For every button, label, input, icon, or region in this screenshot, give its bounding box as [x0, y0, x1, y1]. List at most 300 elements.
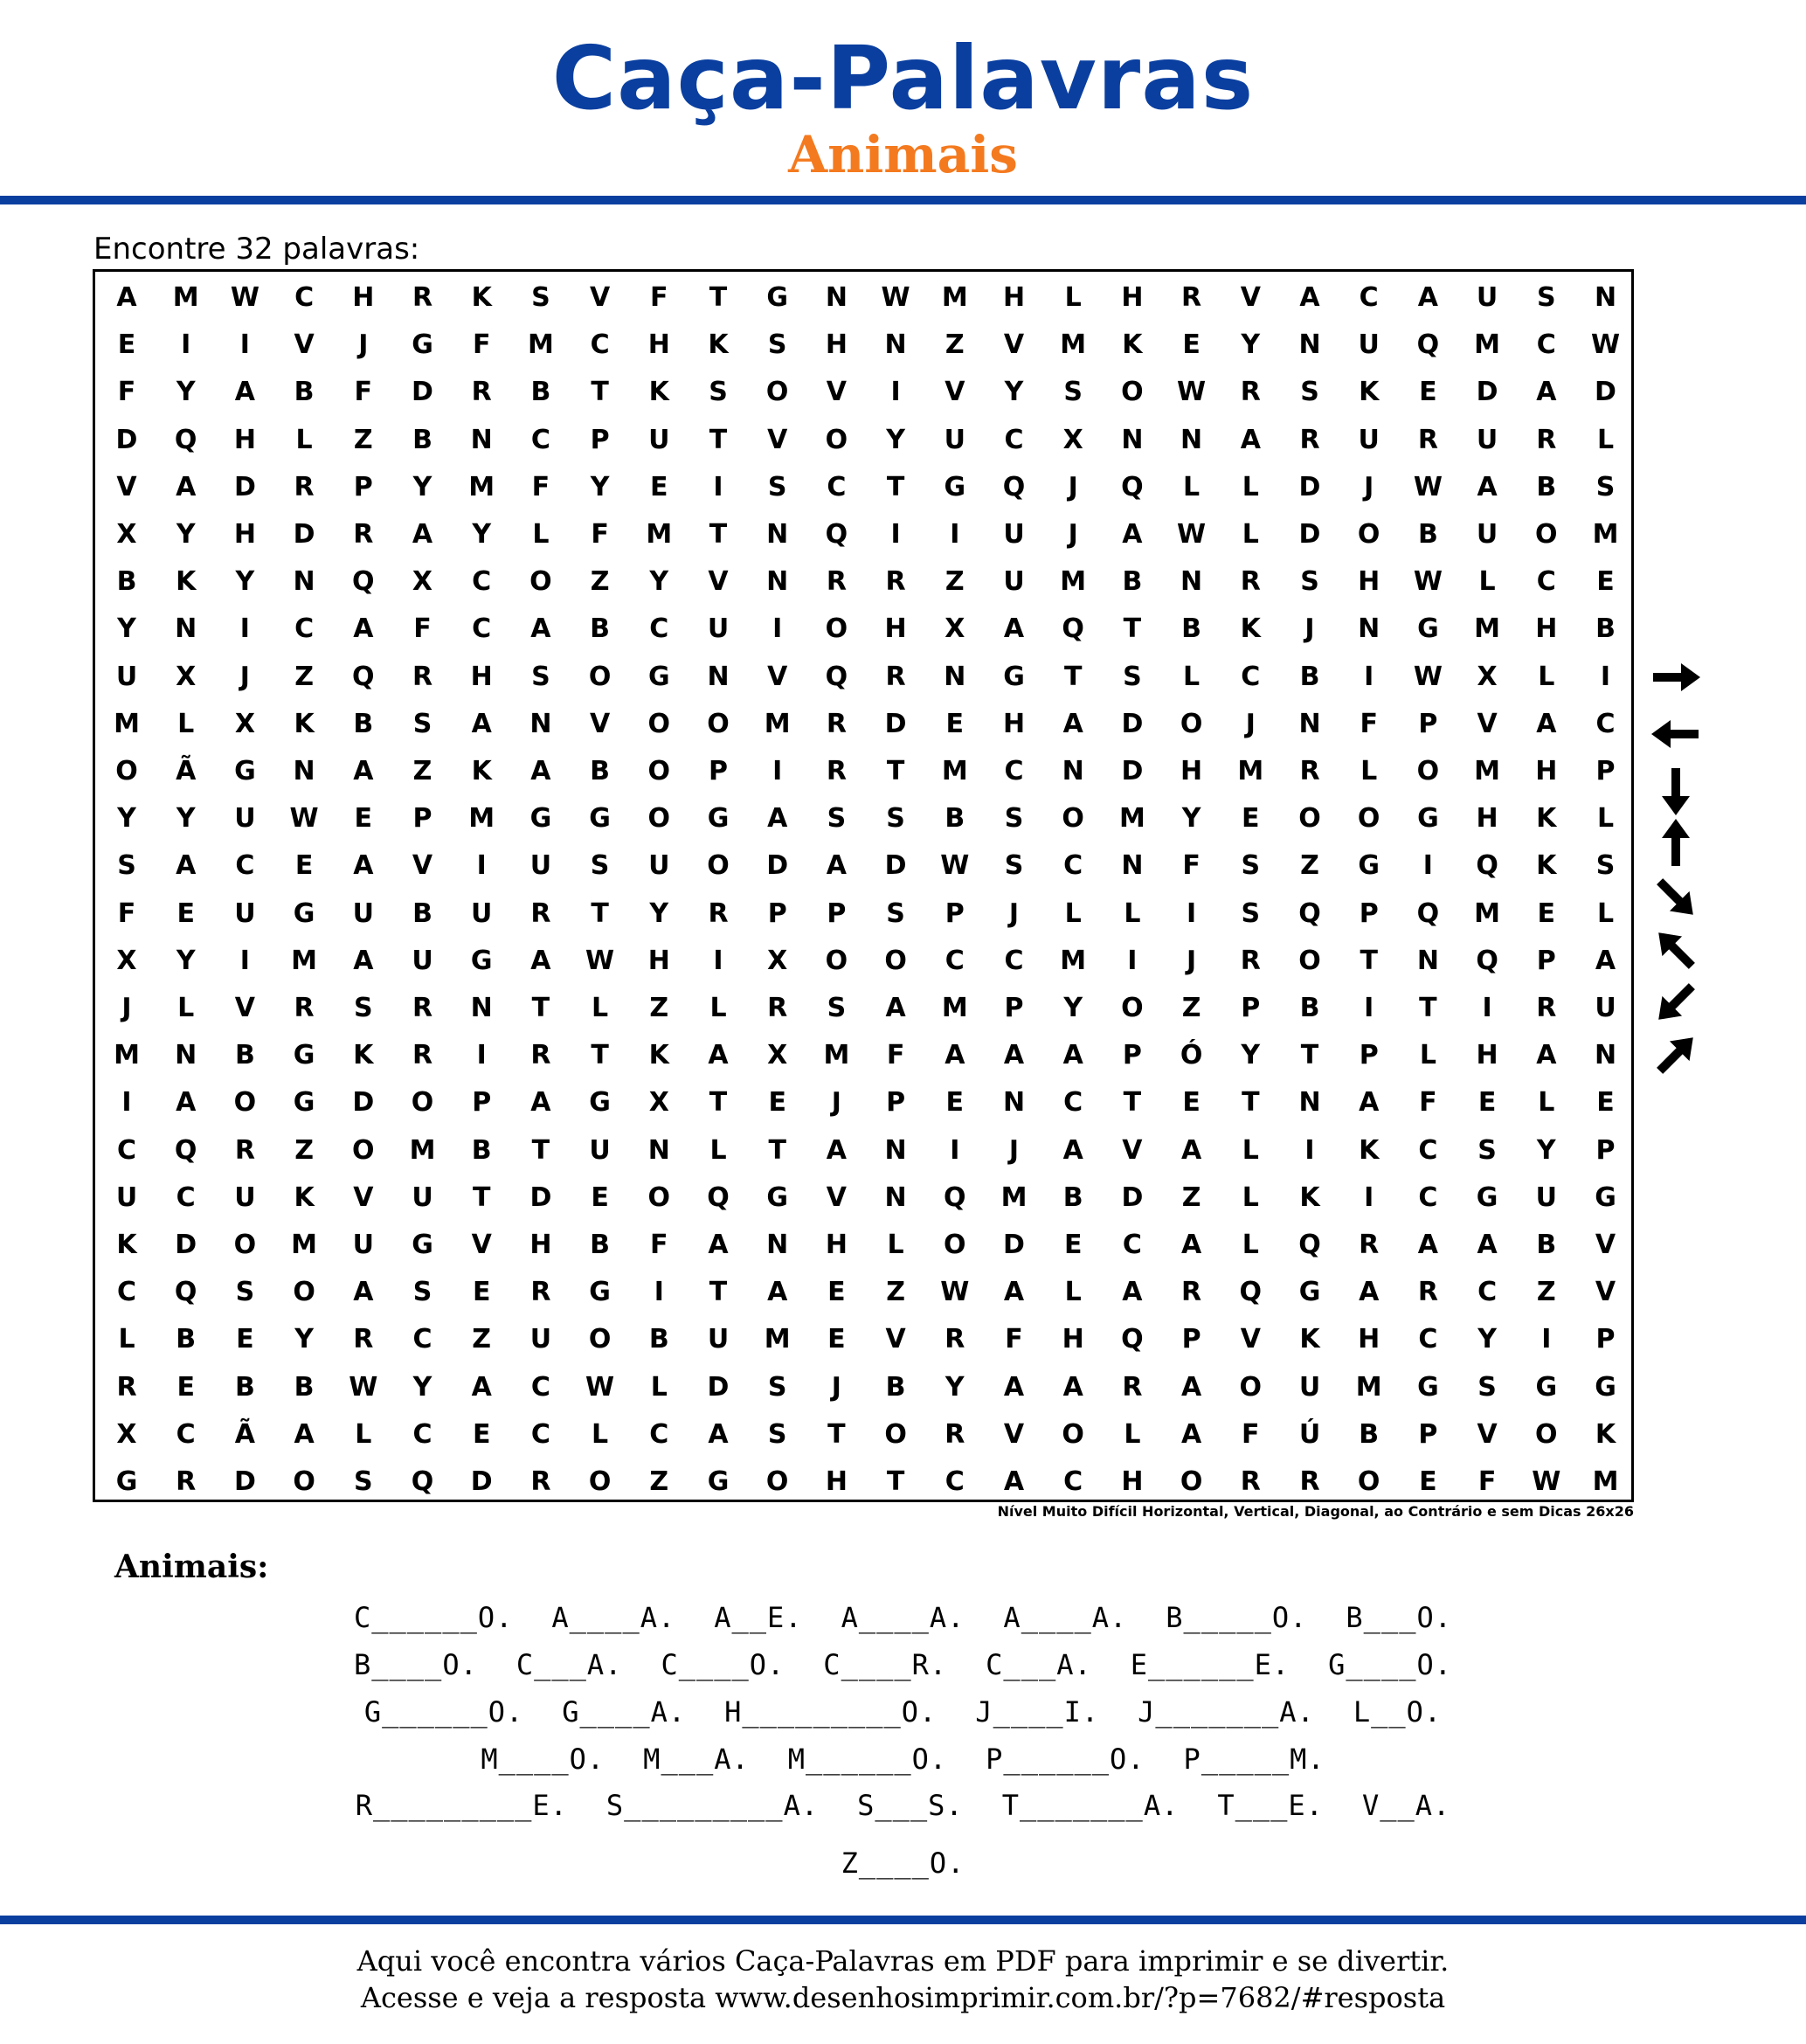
grid-cell[interactable]: L — [1183, 661, 1201, 692]
grid-cell[interactable]: D — [1595, 377, 1616, 408]
grid-cell[interactable]: L — [1064, 897, 1082, 929]
grid-cell[interactable]: C — [1595, 708, 1616, 739]
grid-cell[interactable]: I — [1127, 945, 1138, 976]
grid-cell[interactable]: C — [1004, 424, 1024, 455]
grid-cell[interactable]: B — [1299, 661, 1320, 692]
grid-cell[interactable]: E — [827, 1324, 846, 1355]
grid-cell[interactable]: S — [767, 1418, 787, 1450]
grid-cell[interactable]: V — [1240, 1324, 1261, 1355]
grid-cell[interactable]: C — [1359, 282, 1379, 313]
grid-cell[interactable]: A — [530, 1087, 551, 1119]
grid-cell[interactable]: L — [709, 1134, 727, 1166]
grid-cell[interactable]: Y — [649, 897, 669, 929]
grid-cell[interactable]: Q — [1476, 850, 1498, 882]
grid-cell[interactable]: G — [589, 1087, 611, 1119]
grid-cell[interactable]: M — [1592, 1466, 1619, 1497]
grid-cell[interactable]: R — [1240, 945, 1261, 976]
grid-cell[interactable]: Q — [1002, 471, 1026, 502]
grid-cell[interactable]: Z — [1181, 1181, 1201, 1213]
grid-cell[interactable]: C — [412, 1418, 432, 1450]
grid-cell[interactable]: O — [1062, 1418, 1084, 1450]
grid-cell[interactable]: M — [1060, 329, 1087, 361]
grid-cell[interactable]: T — [591, 377, 609, 408]
grid-cell[interactable]: R — [1359, 1230, 1380, 1260]
grid-cell[interactable]: D — [233, 471, 256, 502]
grid-cell[interactable]: G — [707, 1466, 730, 1497]
grid-cell[interactable]: E — [1242, 803, 1260, 835]
grid-cell[interactable]: T — [886, 756, 905, 786]
grid-cell[interactable]: N — [884, 1181, 907, 1213]
grid-cell[interactable]: A — [1122, 1277, 1143, 1308]
grid-cell[interactable]: B — [1536, 1230, 1557, 1260]
grid-cell[interactable]: H — [470, 661, 493, 692]
grid-cell[interactable]: R — [1122, 1371, 1143, 1403]
grid-cell[interactable]: C — [472, 566, 492, 598]
grid-cell[interactable]: O — [944, 1230, 966, 1260]
grid-cell[interactable]: N — [766, 1230, 789, 1260]
grid-cell[interactable]: T — [886, 471, 905, 502]
grid-cell[interactable]: O — [825, 945, 848, 976]
grid-cell[interactable]: L — [1242, 471, 1259, 502]
grid-cell[interactable]: X — [767, 1040, 788, 1071]
grid-cell[interactable]: C — [649, 613, 669, 645]
grid-cell[interactable]: B — [530, 377, 551, 408]
grid-cell[interactable]: O — [647, 756, 671, 786]
grid-cell[interactable]: R — [1181, 1277, 1202, 1308]
grid-cell[interactable]: K — [471, 282, 492, 313]
grid-cell[interactable]: C — [1122, 1230, 1142, 1260]
grid-cell[interactable]: B — [590, 613, 611, 645]
grid-cell[interactable]: O — [588, 1324, 612, 1355]
grid-cell[interactable]: G — [1535, 1371, 1558, 1403]
grid-cell[interactable]: E — [176, 897, 195, 929]
grid-cell[interactable]: P — [886, 1087, 906, 1119]
grid-cell[interactable]: F — [591, 519, 609, 550]
grid-cell[interactable]: U — [589, 1134, 611, 1166]
grid-cell[interactable]: F — [1419, 1087, 1437, 1119]
word-search-grid[interactable] — [93, 269, 1634, 1502]
grid-cell[interactable]: M — [764, 708, 791, 739]
grid-cell[interactable]: F — [1182, 850, 1201, 882]
grid-cell[interactable]: H — [1180, 756, 1203, 786]
grid-cell[interactable]: T — [709, 424, 728, 455]
grid-cell[interactable]: O — [825, 613, 848, 645]
grid-cell[interactable]: X — [648, 1087, 669, 1119]
grid-cell[interactable]: H — [825, 329, 848, 361]
grid-cell[interactable]: R — [1536, 424, 1557, 455]
grid-cell[interactable]: V — [767, 661, 788, 692]
grid-cell[interactable]: W — [585, 1371, 615, 1403]
grid-cell[interactable]: L — [1419, 1040, 1436, 1071]
grid-cell[interactable]: K — [1359, 1134, 1380, 1166]
grid-cell[interactable]: O — [647, 803, 671, 835]
grid-cell[interactable]: O — [115, 756, 138, 786]
grid-cell[interactable]: I — [239, 613, 250, 645]
grid-cell[interactable]: A — [1122, 519, 1143, 550]
grid-cell[interactable]: A — [1180, 1134, 1202, 1166]
grid-cell[interactable]: P — [353, 471, 373, 502]
grid-cell[interactable]: C — [530, 424, 550, 455]
grid-cell[interactable]: C — [1063, 1087, 1083, 1119]
grid-cell[interactable]: C — [590, 329, 610, 361]
grid-cell[interactable]: A — [945, 1040, 965, 1071]
grid-cell[interactable]: F — [650, 1230, 668, 1260]
grid-cell[interactable]: V — [412, 850, 433, 882]
grid-cell[interactable]: D — [293, 519, 315, 550]
grid-cell[interactable]: I — [1187, 897, 1197, 929]
grid-cell[interactable]: C — [176, 1181, 196, 1213]
grid-cell[interactable]: I — [181, 329, 191, 361]
grid-cell[interactable]: A — [1359, 1277, 1380, 1308]
grid-cell[interactable]: O — [707, 708, 730, 739]
grid-cell[interactable]: H — [233, 424, 256, 455]
grid-cell[interactable]: Z — [649, 993, 669, 1023]
grid-cell[interactable]: E — [827, 1277, 846, 1308]
grid-cell[interactable]: P — [709, 756, 728, 786]
grid-cell[interactable]: F — [117, 377, 136, 408]
grid-cell[interactable]: D — [529, 1181, 552, 1213]
grid-cell[interactable]: C — [945, 945, 965, 976]
grid-cell[interactable]: Y — [1004, 377, 1024, 408]
grid-cell[interactable]: S — [531, 661, 550, 692]
grid-cell[interactable]: B — [412, 424, 432, 455]
grid-cell[interactable]: G — [293, 1087, 315, 1119]
grid-cell[interactable]: Q — [1476, 945, 1498, 976]
grid-cell[interactable]: B — [885, 1371, 906, 1403]
grid-cell[interactable]: B — [116, 566, 137, 598]
grid-cell[interactable]: L — [1124, 1418, 1141, 1450]
grid-cell[interactable]: A — [1180, 1418, 1202, 1450]
grid-cell[interactable]: D — [470, 1466, 493, 1497]
grid-cell[interactable]: L — [177, 708, 195, 739]
grid-cell[interactable]: Q — [1298, 897, 1321, 929]
grid-cell[interactable]: M — [527, 329, 554, 361]
grid-cell[interactable]: U — [707, 613, 730, 645]
grid-cell[interactable]: T — [1360, 945, 1378, 976]
grid-cell[interactable]: S — [235, 1277, 255, 1308]
grid-cell[interactable]: S — [1300, 377, 1319, 408]
grid-cell[interactable]: B — [648, 1324, 669, 1355]
grid-cell[interactable]: E — [1537, 897, 1556, 929]
grid-cell[interactable]: T — [591, 897, 609, 929]
grid-cell[interactable]: I — [121, 1087, 132, 1119]
grid-cell[interactable]: S — [767, 329, 787, 361]
grid-cell[interactable]: B — [1595, 613, 1616, 645]
grid-cell[interactable]: U — [1358, 329, 1380, 361]
grid-cell[interactable]: A — [826, 1134, 847, 1166]
grid-cell[interactable]: W — [1413, 471, 1443, 502]
grid-cell[interactable]: J — [831, 1087, 841, 1119]
grid-cell[interactable]: P — [1359, 897, 1379, 929]
grid-cell[interactable]: I — [713, 471, 723, 502]
grid-cell[interactable]: D — [1121, 1181, 1144, 1213]
grid-cell[interactable]: C — [294, 282, 315, 313]
grid-cell[interactable]: M — [764, 1324, 791, 1355]
grid-cell[interactable]: A — [1536, 1040, 1557, 1071]
grid-cell[interactable]: A — [294, 1418, 315, 1450]
grid-cell[interactable]: I — [1364, 661, 1374, 692]
grid-cell[interactable]: C — [945, 1466, 965, 1497]
grid-cell[interactable]: D — [766, 850, 789, 882]
grid-cell[interactable]: A — [767, 1277, 788, 1308]
grid-cell[interactable]: R — [826, 566, 847, 598]
grid-cell[interactable]: K — [1122, 329, 1143, 361]
grid-cell[interactable]: C — [294, 613, 315, 645]
grid-cell[interactable]: U — [115, 1181, 138, 1213]
grid-cell[interactable]: W — [289, 803, 319, 835]
grid-cell[interactable]: C — [1004, 756, 1024, 786]
grid-cell[interactable]: Y — [235, 566, 255, 598]
grid-cell[interactable]: Z — [590, 566, 610, 598]
grid-cell[interactable]: O — [293, 1277, 315, 1308]
grid-cell[interactable]: G — [293, 897, 315, 929]
grid-cell[interactable]: C — [1004, 945, 1024, 976]
grid-cell[interactable]: S — [412, 708, 432, 739]
grid-cell[interactable]: O — [529, 566, 552, 598]
grid-cell[interactable]: Z — [1536, 1277, 1556, 1308]
grid-cell[interactable]: E — [176, 1371, 195, 1403]
grid-cell[interactable]: Q — [825, 661, 848, 692]
grid-cell[interactable]: O — [1298, 803, 1321, 835]
grid-cell[interactable]: A — [708, 1230, 729, 1260]
grid-cell[interactable]: K — [1595, 1418, 1616, 1450]
grid-cell[interactable]: R — [412, 282, 433, 313]
grid-cell[interactable]: A — [1062, 1040, 1083, 1071]
grid-cell[interactable]: Z — [886, 1277, 905, 1308]
grid-cell[interactable]: B — [1122, 566, 1143, 598]
grid-cell[interactable]: M — [941, 756, 968, 786]
grid-cell[interactable]: L — [592, 1418, 609, 1450]
grid-cell[interactable]: A — [530, 945, 551, 976]
grid-cell[interactable]: Y — [176, 519, 196, 550]
grid-cell[interactable]: C — [1418, 1181, 1438, 1213]
grid-cell[interactable]: I — [950, 1134, 960, 1166]
grid-cell[interactable]: Z — [472, 1324, 492, 1355]
grid-cell[interactable]: G — [707, 803, 730, 835]
grid-cell[interactable]: K — [471, 756, 492, 786]
grid-cell[interactable]: H — [647, 329, 670, 361]
grid-cell[interactable]: H — [1535, 756, 1558, 786]
grid-cell[interactable]: J — [1068, 519, 1078, 550]
grid-cell[interactable]: A — [1477, 471, 1498, 502]
grid-cell[interactable]: R — [412, 993, 433, 1023]
grid-cell[interactable]: A — [353, 1277, 374, 1308]
grid-cell[interactable]: A — [1003, 1466, 1025, 1497]
grid-cell[interactable]: L — [709, 993, 727, 1023]
grid-cell[interactable]: H — [1358, 1324, 1380, 1355]
grid-cell[interactable]: M — [468, 803, 495, 835]
grid-cell[interactable]: M — [291, 945, 318, 976]
grid-cell[interactable]: N — [293, 756, 315, 786]
grid-cell[interactable]: A — [353, 613, 374, 645]
grid-cell[interactable]: S — [1477, 1371, 1497, 1403]
grid-cell[interactable]: M — [646, 519, 673, 550]
grid-cell[interactable]: J — [831, 1371, 841, 1403]
grid-cell[interactable]: D — [1121, 708, 1144, 739]
grid-cell[interactable]: S — [1300, 566, 1319, 598]
grid-cell[interactable]: A — [176, 850, 197, 882]
grid-cell[interactable]: G — [234, 756, 256, 786]
grid-cell[interactable]: X — [116, 1418, 137, 1450]
grid-cell[interactable]: A — [471, 1371, 492, 1403]
grid-cell[interactable]: K — [708, 329, 729, 361]
grid-cell[interactable]: R — [945, 1418, 965, 1450]
grid-cell[interactable]: S — [886, 803, 905, 835]
grid-cell[interactable]: B — [234, 1040, 255, 1071]
grid-cell[interactable]: A — [176, 471, 197, 502]
grid-cell[interactable]: H — [352, 282, 375, 313]
grid-cell[interactable]: R — [116, 1371, 137, 1403]
grid-cell[interactable]: C — [649, 1418, 669, 1450]
grid-cell[interactable]: Y — [1241, 329, 1261, 361]
grid-cell[interactable]: Z — [945, 566, 965, 598]
grid-cell[interactable]: S — [353, 1466, 373, 1497]
grid-cell[interactable]: W — [1177, 519, 1207, 550]
grid-cell[interactable]: W — [1532, 1466, 1561, 1497]
grid-cell[interactable]: C — [176, 1418, 196, 1450]
grid-cell[interactable]: O — [1416, 756, 1440, 786]
grid-cell[interactable]: Y — [945, 1371, 965, 1403]
grid-cell[interactable]: A — [1062, 1371, 1083, 1403]
grid-cell[interactable]: F — [354, 377, 373, 408]
grid-cell[interactable]: E — [1419, 377, 1437, 408]
grid-cell[interactable]: R — [1299, 424, 1320, 455]
grid-cell[interactable]: L — [355, 1418, 372, 1450]
grid-cell[interactable]: T — [709, 1277, 728, 1308]
grid-cell[interactable]: V — [1003, 1418, 1025, 1450]
grid-cell[interactable]: A — [1477, 1230, 1498, 1260]
grid-cell[interactable]: J — [1008, 897, 1020, 929]
grid-cell[interactable]: A — [116, 282, 137, 313]
grid-cell[interactable]: K — [353, 1040, 374, 1071]
grid-cell[interactable]: E — [945, 1087, 965, 1119]
grid-cell[interactable]: U — [115, 661, 138, 692]
grid-cell[interactable]: R — [1240, 377, 1261, 408]
grid-cell[interactable]: Q — [707, 1181, 730, 1213]
grid-cell[interactable]: S — [1595, 471, 1616, 502]
grid-cell[interactable]: I — [239, 329, 250, 361]
grid-cell[interactable]: U — [1476, 424, 1498, 455]
grid-cell[interactable]: I — [476, 1040, 487, 1071]
grid-cell[interactable]: A — [1417, 282, 1438, 313]
grid-cell[interactable]: Y — [1063, 993, 1083, 1023]
grid-cell[interactable]: S — [886, 897, 905, 929]
grid-cell[interactable]: V — [234, 993, 255, 1023]
grid-cell[interactable]: H — [825, 1230, 848, 1260]
grid-cell[interactable]: O — [293, 1466, 315, 1497]
grid-cell[interactable]: G — [944, 471, 966, 502]
grid-cell[interactable]: A — [1240, 424, 1261, 455]
grid-cell[interactable]: L — [1064, 282, 1082, 313]
grid-cell[interactable]: M — [1118, 803, 1145, 835]
grid-cell[interactable]: O — [1180, 1466, 1203, 1497]
grid-cell[interactable]: R — [885, 566, 906, 598]
grid-cell[interactable]: I — [1364, 993, 1374, 1023]
grid-cell[interactable]: R — [1417, 424, 1438, 455]
grid-cell[interactable]: T — [1300, 1040, 1319, 1071]
grid-cell[interactable]: N — [1121, 424, 1144, 455]
grid-cell[interactable]: C — [1536, 329, 1556, 361]
grid-cell[interactable]: K — [1299, 1181, 1320, 1213]
grid-cell[interactable]: T — [531, 993, 550, 1023]
grid-cell[interactable]: N — [884, 329, 907, 361]
grid-cell[interactable]: N — [1594, 1040, 1617, 1071]
grid-cell[interactable]: B — [294, 1371, 315, 1403]
grid-cell[interactable]: T — [886, 1466, 905, 1497]
grid-cell[interactable]: E — [236, 1324, 254, 1355]
grid-cell[interactable]: L — [1538, 661, 1555, 692]
grid-cell[interactable]: H — [1062, 1324, 1084, 1355]
grid-cell[interactable]: Z — [649, 1466, 669, 1497]
grid-cell[interactable]: V — [826, 1181, 847, 1213]
grid-cell[interactable]: C — [472, 613, 492, 645]
grid-cell[interactable]: E — [472, 1418, 491, 1450]
grid-cell[interactable]: R — [471, 377, 492, 408]
grid-cell[interactable]: Q — [1121, 1324, 1144, 1355]
grid-cell[interactable]: M — [1592, 519, 1619, 550]
grid-cell[interactable]: I — [713, 945, 723, 976]
grid-cell[interactable]: J — [1068, 471, 1078, 502]
grid-cell[interactable]: P — [1241, 993, 1261, 1023]
grid-cell[interactable]: V — [708, 566, 729, 598]
grid-cell[interactable]: I — [772, 756, 783, 786]
grid-cell[interactable]: O — [884, 1418, 907, 1450]
grid-cell[interactable]: M — [1355, 1371, 1382, 1403]
grid-cell[interactable]: O — [765, 377, 789, 408]
grid-cell[interactable]: V — [294, 329, 315, 361]
grid-cell[interactable]: Y — [412, 471, 432, 502]
grid-cell[interactable]: Y — [294, 1324, 314, 1355]
grid-cell[interactable]: A — [1299, 282, 1320, 313]
grid-cell[interactable]: G — [529, 803, 552, 835]
grid-cell[interactable]: N — [1358, 613, 1380, 645]
grid-cell[interactable]: A — [234, 377, 255, 408]
grid-cell[interactable]: P — [1418, 708, 1438, 739]
grid-cell[interactable]: U — [1595, 993, 1616, 1023]
grid-cell[interactable]: L — [1242, 519, 1259, 550]
grid-cell[interactable]: C — [1536, 566, 1556, 598]
grid-cell[interactable]: E — [472, 1277, 491, 1308]
grid-cell[interactable]: Q — [174, 424, 197, 455]
grid-cell[interactable]: U — [1003, 519, 1025, 550]
grid-cell[interactable]: R — [530, 1277, 551, 1308]
grid-cell[interactable]: D — [1298, 471, 1321, 502]
grid-cell[interactable]: A — [826, 850, 847, 882]
grid-cell[interactable]: C — [530, 1418, 550, 1450]
grid-cell[interactable]: G — [1417, 803, 1439, 835]
grid-cell[interactable]: Q — [1416, 897, 1440, 929]
grid-cell[interactable]: B — [945, 803, 965, 835]
grid-cell[interactable]: S — [1536, 282, 1556, 313]
grid-cell[interactable]: G — [647, 661, 670, 692]
grid-cell[interactable]: R — [353, 519, 374, 550]
grid-cell[interactable]: G — [412, 329, 433, 361]
grid-cell[interactable]: A — [1536, 377, 1557, 408]
grid-cell[interactable]: X — [116, 945, 137, 976]
grid-cell[interactable]: Y — [117, 803, 136, 835]
grid-cell[interactable]: Y — [886, 424, 905, 455]
grid-cell[interactable]: U — [1535, 1181, 1557, 1213]
grid-cell[interactable]: H — [1535, 613, 1558, 645]
grid-cell[interactable]: C — [116, 1134, 137, 1166]
grid-cell[interactable]: O — [825, 424, 848, 455]
grid-cell[interactable]: X — [412, 566, 433, 598]
grid-cell[interactable]: T — [1419, 993, 1437, 1023]
grid-cell[interactable]: X — [945, 613, 965, 645]
grid-cell[interactable]: R — [412, 1040, 433, 1071]
grid-cell[interactable]: C — [412, 1324, 432, 1355]
grid-cell[interactable]: V — [116, 471, 137, 502]
